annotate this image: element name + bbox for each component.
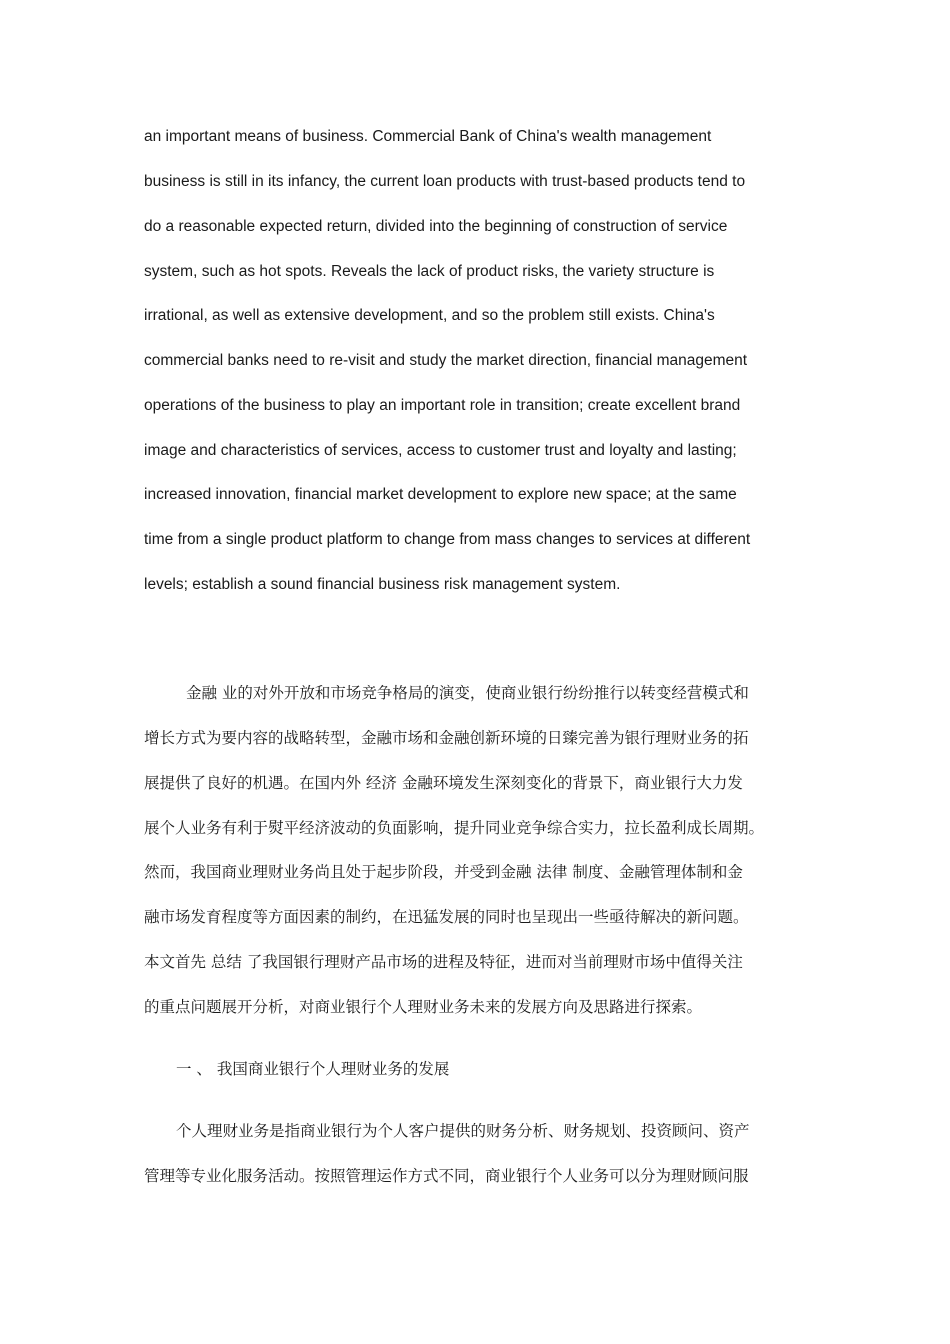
text-line: operations of the business to play an important role in transition; create excellent brand [144,397,741,414]
text-line: 展提供了良好的机遇。在国内外 经济 金融环境发生深刻变化的背景下，商业银行大力发 [144,774,743,792]
text-line: 管理等专业化服务活动。按照管理运作方式不同，商业银行个人业务可以分为理财顾问服 [144,1167,749,1185]
text-line: image and characteristics of services, access to customer trust and loyalty and lasting; [144,442,737,459]
text-line: 个人理财业务是指商业银行为个人客户提供的财务分析、财务规划、投资顾问、资产 [176,1122,750,1140]
text-line: an important means of business. Commercial Bank of China's wealth management [144,128,712,145]
text-line: 金融 业的对外开放和市场竞争格局的演变，使商业银行纷纷推行以转变经营模式和 [186,684,749,702]
text-line: 的重点问题展开分析，对商业银行个人理财业务未来的发展方向及思路进行探索。 [144,998,703,1016]
text-line: commercial banks need to re-visit and study the market direction, financial management [144,352,748,369]
section-heading: 一 、 我国商业银行个人理财业务的发展 [176,1060,450,1078]
text-line: irrational, as well as extensive development, and so the problem still exists. China's [144,307,715,324]
text-line: 展个人业务有利于熨平经济波动的负面影响，提升同业竞争综合实力，拉长盈利成长周期。 [144,819,765,837]
text-line: system, such as hot spots. Reveals the lack of product risks, the variety structure is [144,263,715,280]
text-line: time from a single product platform to change from mass changes to services at different [144,531,751,548]
text-line: do a reasonable expected return, divided into the beginning of construction of service [144,218,728,235]
text-line: increased innovation, financial market development to explore new space; at the same [144,486,737,503]
text-line: 然而，我国商业理财业务尚且处于起步阶段，并受到金融 法律 制度、金融管理体制和金 [144,863,743,881]
text-line: levels; establish a sound financial business risk management system. [144,576,621,593]
text-line: 本文首先 总结 了我国银行理财产品市场的进程及特征，进而对当前理财市场中值得关注 [144,953,743,971]
text-line: 融市场发育程度等方面因素的制约，在迅猛发展的同时也呈现出一些亟待解决的新问题。 [144,908,749,926]
text-line: business is still in its infancy, the current loan products with trust-based products tend to [144,173,746,190]
text-line: 增长方式为要内容的战略转型，金融市场和金融创新环境的日臻完善为银行理财业务的拓 [144,729,749,747]
